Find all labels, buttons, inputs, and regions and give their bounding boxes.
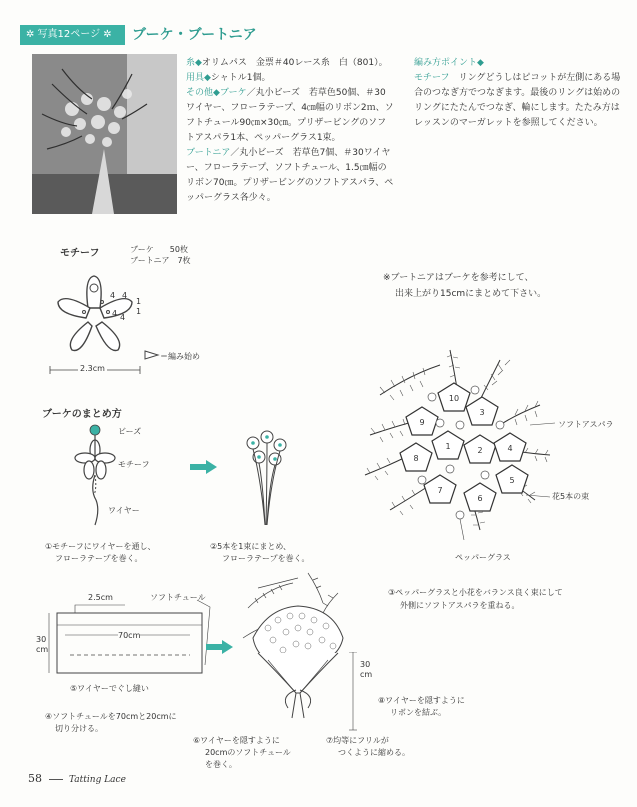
bouquet-arrangement-diagram <box>350 335 565 545</box>
motif-point-text: リングどうしはピコットが左側にある場合のつなぎ方でつなぎます。最後のリングは始めのリングにたたんでつなぎ、輪にします。たたみ方はレッスンのマーガレットを参照してください。 <box>414 73 621 128</box>
motif-point-label: モチーフ <box>414 73 450 83</box>
motif-title: モチーフ <box>60 248 100 259</box>
step8-caption-b: リボンを結ぶ。 <box>390 708 447 717</box>
motif-ring-left <box>58 299 90 318</box>
bead-label: ビーズ <box>118 427 142 436</box>
section-header <box>20 25 620 45</box>
bouquet-num-10: 10 <box>448 394 460 403</box>
page-title: ブーケ・ブートニア <box>132 27 257 43</box>
bouquet-num-9: 9 <box>419 418 425 427</box>
motif-num-1: 4 <box>110 291 116 300</box>
motif-size-label: 2.3cm <box>80 364 105 373</box>
bouquet-label: ブーケ <box>219 88 247 98</box>
bouquet-num-6: 6 <box>477 494 483 503</box>
step8-caption-a: ⑧ワイヤーを隠すように <box>378 696 465 705</box>
motif-num-2: 4 <box>122 291 128 300</box>
step4-caption-b: 切り分ける。 <box>55 724 103 733</box>
motif-num-4: 1 <box>136 307 142 316</box>
boutonniere-materials-text: ／丸小ビーズ 若草色7個、＃30ワイヤー、フローラテープ、ソフトチュール、1.5㎝幅のリボン70㎝。プリザービングのソフトアスパラ、ペッパーグラス各少々。 <box>186 148 394 203</box>
start-triangle-icon <box>144 350 160 360</box>
bouquet-photo <box>32 54 177 214</box>
bouquet-materials-text: ／丸小ビーズ 若草色50個、＃30ワイヤー、フローラテープ、4㎝幅のリボン2ｍ、ソフトチュール90㎝×30㎝。プリザービングのソフトアスパラ1本、ペッパーグラス1束。 <box>186 88 394 143</box>
tools-label: 用具◆ <box>186 73 211 83</box>
step2-diagram <box>235 425 295 535</box>
page-reference-badge: ✲ 写真12ページ ✲ <box>20 25 125 45</box>
start-legend: ＝編み始め <box>160 352 200 361</box>
arrow-right-icon <box>190 460 218 474</box>
assembly-title: ブーケのまとめ方 <box>42 409 122 420</box>
other-label: その他◆ <box>186 88 220 98</box>
asparagus-label: ソフトアスパラ <box>558 420 614 429</box>
motif-num-6: 4 <box>120 313 126 322</box>
tulle-height-cm: cm <box>36 645 49 654</box>
bouquet-num-1: 1 <box>445 442 451 451</box>
tools-text: シャトル1個。 <box>210 73 271 83</box>
tulle-width-70cm: 70cm <box>118 631 141 640</box>
thread-text: オリムパス 金票＃40レース糸 白（801）。 <box>201 58 388 68</box>
bouquet-num-3: 3 <box>479 408 485 417</box>
finish-height-30: 30 <box>360 660 371 669</box>
tulle-diagram <box>45 595 215 685</box>
bouquet-num-5: 5 <box>509 476 515 485</box>
bouquet-num-7: 7 <box>437 486 443 495</box>
step6-caption-c: を巻く。 <box>205 760 237 769</box>
motif-ring-bottom-right <box>96 322 120 351</box>
step6-caption-a: ⑥ワイヤーを隠すように <box>193 736 280 745</box>
arrow-right-icon-2 <box>206 640 234 654</box>
bundle-label: 花5本の束 <box>552 492 590 501</box>
motif-num-5: 4 <box>112 309 118 318</box>
finished-bouquet-diagram <box>238 568 353 728</box>
step3-caption-a: ③ペッパーグラスと小花をバランス良く束にして <box>388 588 563 597</box>
step7-caption-b: つくように縮める。 <box>338 748 410 757</box>
bouquet-num-2: 2 <box>477 446 483 455</box>
step7-caption-a: ⑦均等にフリルが <box>326 736 389 745</box>
step6-caption-b: 20cmのソフトチュール <box>205 748 291 757</box>
book-name: Tatting Lace <box>69 775 126 785</box>
note-line-1: ※ブートニアはブーケを参考にして、 <box>383 273 534 283</box>
materials-column-2 <box>414 56 624 131</box>
note-line-2: 出来上がり15cmにまとめて下さい。 <box>395 289 547 299</box>
bouquet-num-8: 8 <box>413 454 419 463</box>
soft-tulle-label: ソフトチュール <box>150 593 206 602</box>
step2-caption-a: ②5本を1束にまとめ、 <box>210 542 292 551</box>
pepper-grass-label: ペッパーグラス <box>455 553 511 562</box>
step3-caption-b: 外側にソフトアスパラを重ねる。 <box>400 601 520 610</box>
step5-caption: ⑤ワイヤーでぐし縫い <box>70 684 149 693</box>
page-footer <box>28 772 126 785</box>
step4-caption-a: ④ソフトチュールを70cmと20cmに <box>45 712 177 721</box>
motif-label: モチーフ <box>118 460 150 469</box>
finish-height-cm: cm <box>360 670 373 679</box>
boutonniere-label: ブートニア <box>186 148 231 158</box>
bouquet-num-4: 4 <box>507 444 513 453</box>
bouquet-photo-illustration <box>32 54 177 214</box>
step1-caption-b: フローラテープを巻く。 <box>55 554 143 563</box>
materials-column-1 <box>186 56 394 206</box>
finish-height-line <box>348 652 358 732</box>
step1-caption-a: ①モチーフにワイヤーを通し、 <box>45 542 156 551</box>
motif-count-boutonniere: ブートニア 7枚 <box>130 256 191 265</box>
thread-label: 糸◆ <box>186 58 202 68</box>
tulle-height-30: 30 <box>36 635 47 644</box>
tulle-width-2-5cm: 2.5cm <box>88 593 113 602</box>
step2-caption-b: フローラテープを巻く。 <box>222 554 310 563</box>
motif-count-bouquet: ブーケ 50枚 <box>130 245 188 254</box>
motif-num-3: 1 <box>136 297 142 306</box>
motif-diagram <box>40 268 160 378</box>
page-number: 58 <box>28 772 42 785</box>
motif-ring-bottom-left <box>70 322 92 351</box>
wire-label: ワイヤー <box>108 506 140 515</box>
points-label: 編み方ポイント◆ <box>414 58 484 68</box>
